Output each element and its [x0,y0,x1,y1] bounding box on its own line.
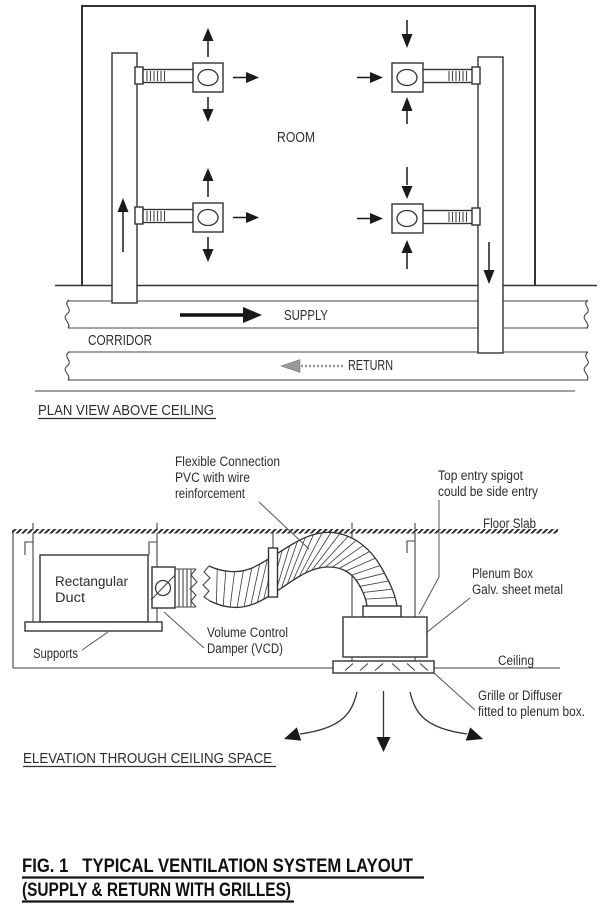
rectangular-duct-label-2: Duct [55,590,86,605]
rectangular-duct-label-1: Rectangular [55,574,129,589]
plan-view [35,6,597,419]
supports-label-leader [82,632,108,650]
flex-connection-label-2: PVC with wire [175,470,250,485]
vcd-label-leader [164,612,204,648]
floor-slab-label: Floor Slab [483,516,536,531]
support-bar [25,622,162,631]
flex-label-leader [259,502,309,549]
supports-label: Supports [33,646,79,661]
supply-flow-arrow [180,307,262,323]
return-grille-bottom-right [357,167,480,269]
ceiling-label: Ceiling [498,653,534,668]
elevation-view [12,454,585,767]
figure-caption [22,856,424,902]
figure-title-line1: FIG. 1 TYPICAL VENTILATION SYSTEM LAYOUT [22,856,414,877]
room-label: ROOM [277,129,315,146]
plenum-label-leader [426,598,470,633]
top-entry-label-1: Top entry spigot [438,468,524,483]
plan-view-caption: PLAN VIEW ABOVE CEILING [38,402,214,419]
ceiling-grille [333,661,434,673]
supply-diffuser-top-left [135,28,259,122]
duct-break-mark [65,300,69,328]
elevation-caption: ELEVATION THROUGH CEILING SPACE [23,750,272,767]
volume-control-damper [151,567,197,608]
flex-connection-label-1: Flexible Connection [175,454,280,469]
duct-break-mark [203,566,210,601]
grille-label-leader [434,673,475,710]
return-riser-duct [478,57,503,353]
duct-strap-hanger [269,548,278,597]
spigot-label-leader [419,500,439,614]
airflow-arrows [284,691,483,752]
duct-break-mark [65,352,69,380]
plenum-label-1: Plenum Box [472,566,534,581]
flex-connection-label-3: reinforcement [175,486,246,501]
duct-break-mark [584,352,588,380]
supply-riser-duct [112,53,137,303]
supply-label: SUPPLY [284,307,328,324]
flexible-duct [203,532,397,607]
vcd-label-1: Volume Control [207,625,288,640]
corridor-label: CORRIDOR [88,332,153,349]
supply-diffuser-bottom-left [135,168,259,262]
floor-slab [12,529,558,534]
grille-label-1: Grille or Diffuser [478,688,563,703]
return-grille-top-right [357,20,480,124]
vcd-label-2: Damper (VCD) [207,641,283,656]
grille-label-2: fitted to plenum box. [478,704,585,719]
top-entry-spigot [363,606,401,617]
return-flow-arrow [281,360,345,373]
duct-break-mark [584,300,588,328]
plenum-label-2: Galv. sheet metal [472,582,563,597]
return-label: RETURN [348,357,393,374]
top-entry-label-2: could be side entry [438,484,539,499]
duct-break-mark [190,569,197,607]
figure-title-line2: (SUPPLY & RETURN WITH GRILLES) [22,880,291,901]
plenum-box [343,617,427,657]
